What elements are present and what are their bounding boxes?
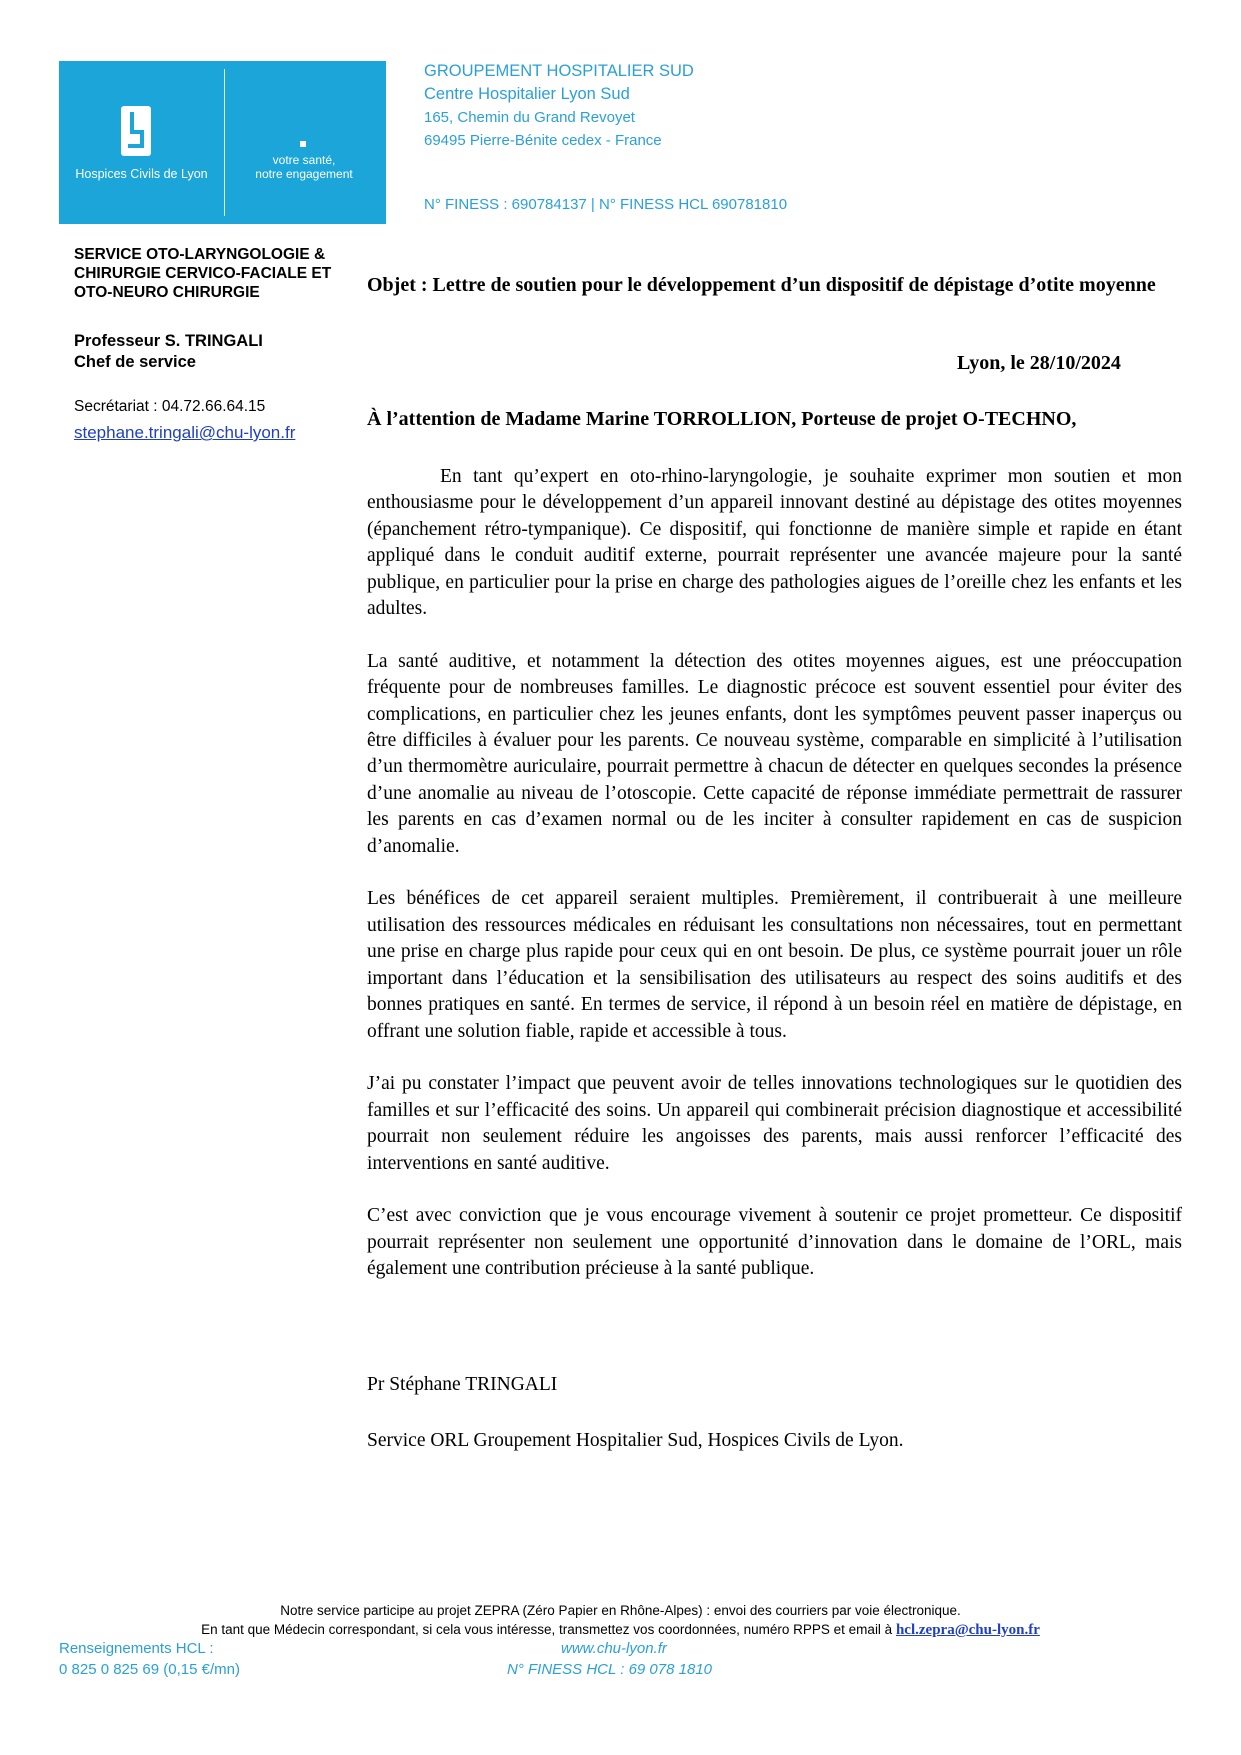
footer-correspondent-text: En tant que Médecin correspondant, si cela vous intéresse, transmettez vos coordonnées, numéro RPPS et email à: [201, 1622, 893, 1637]
logo-name: Hospices Civils de Lyon: [75, 167, 208, 181]
footer-info-label: Renseignements HCL :: [59, 1640, 214, 1657]
professor-email-link[interactable]: stephane.tringali@chu-lyon.fr: [74, 423, 296, 442]
letter-date: Lyon, le 28/10/2024: [957, 352, 1121, 374]
logo-tagline-line-1: votre santé,: [272, 153, 336, 167]
hospital-street: 165, Chemin du Grand Revoyet: [424, 109, 635, 126]
service-line-3: OTO-NEURO CHIRURGIE: [74, 284, 260, 301]
signature-name: Pr Stéphane TRINGALI: [367, 1374, 558, 1395]
letter-paragraph: C’est avec conviction que je vous encourage vivement à soutenir ce projet prometteur. Ce dispositif pourrait représenter non seulement une opportunité d’innovation dans le domaine de l’ORL, mais également une contribution précieuse à la santé publique.: [367, 1205, 1182, 1280]
hospital-finess: N° FINESS : 690784137 | N° FINESS HCL 690781810: [424, 196, 788, 213]
letter-paragraph: J’ai pu constater l’impact que peuvent avoir de telles innovations technologiques sur le quotidien des familles et sur l’efficacité des soins. Un appareil qui combinerait précision diagnostique et accessibilité pourrait non seulement réduire les angoisses des parents, mais aussi renforcer l’efficacité des interventions en santé auditive.: [367, 1073, 1182, 1174]
logo-tagline-line-2: notre engagement: [255, 167, 353, 181]
letter-subject: Objet : Lettre de soutien pour le développement d’un dispositif de dépistage d’otite moyenne: [367, 274, 1156, 296]
letter-body: [367, 464, 1182, 1309]
logo-tagline: [244, 153, 364, 181]
professor-name: Professeur S. TRINGALI: [74, 332, 263, 350]
footer-correspondent-note: [0, 1622, 1241, 1639]
professor-role: Chef de service: [74, 353, 196, 371]
footer-website-link[interactable]: www.chu-lyon.fr: [561, 1640, 667, 1657]
letter-paragraph: La santé auditive, et notamment la détection des otites moyennes aigues, est une préoccupation fréquente pour de nombreuses familles. Le diagnostic précoce est souvent essentiel pour éviter des complications, en particulier chez les jeunes enfants, dont les symptômes peuvent passer inaperçus ou être difficiles à évaluer pour les parents. Ce nouveau système, comparable en simplicité à l’utilisation d’un thermomètre auriculaire, pourrait permettre à chacun de détecter en quelques secondes la présence d’une anomalie au niveau de l’otoscopie. Cette capacité de réponse immédiate permettrait de rassurer les parents en cas d’examen normal ou de les inciter à consulter rapidement en cas de suspicion d’anomalie.: [367, 650, 1182, 857]
hcl-monogram-icon: [121, 106, 151, 156]
footer-info-phone: 0 825 0 825 69 (0,15 €/mn): [59, 1661, 240, 1678]
hospital-address: [424, 60, 694, 152]
service-name: [74, 245, 331, 302]
logo-divider: [224, 69, 225, 216]
service-line-2: CHIRURGIE CERVICO-FACIALE ET: [74, 265, 332, 282]
footer-finess-hcl: N° FINESS HCL : 69 078 1810: [507, 1661, 712, 1678]
hospital-city: 69495 Pierre-Bénite cedex - France: [424, 132, 662, 149]
hospital-group: GROUPEMENT HOSPITALIER SUD: [424, 62, 694, 80]
professor-block: [74, 331, 263, 373]
logo-dot: [300, 141, 306, 147]
service-line-1: SERVICE OTO-LARYNGOLOGIE &: [74, 246, 326, 263]
hcl-logo: [59, 61, 386, 224]
footer-zepra-note: Notre service participe au projet ZEPRA (Zéro Papier en Rhône-Alpes) : envoi des courriers par voie électronique.: [280, 1603, 961, 1618]
letter-paragraph: Les bénéfices de cet appareil seraient multiples. Premièrement, il contribuerait à une meilleure utilisation des ressources médicales en réduisant les consultations non nécessaires, tout en permettant une prise en charge plus rapide pour ceux qui en ont besoin. De plus, ce système pourrait jouer un rôle important dans l’éducation et la sensibilisation des utilisateurs au respect des soins auditifs et des bonnes pratiques en santé. En termes de service, il répond à un besoin réel en matière de dépistage, en offrant une solution fiable, rapide et accessible à tous.: [367, 888, 1182, 1042]
letter-paragraph: En tant qu’expert en oto-rhino-laryngologie, je souhaite exprimer mon soutien et mon enthousiasme pour le développement d’un appareil innovant destiné au dépistage des otites moyennes (épanchement rétro-tympanique). Ce dispositif, qui fonctionne de manière simple et rapide en étant appliqué dans le conduit auditif externe, pourrait représenter une avancée majeure pour la santé publique, en particulier pour la prise en charge des pathologies aigues de l’oreille chez les enfants et les adultes.: [367, 466, 1182, 620]
secretariat-phone: Secrétariat : 04.72.66.64.15: [74, 398, 266, 415]
hospital-center: Centre Hospitalier Lyon Sud: [424, 85, 630, 103]
letter-addressee: À l’attention de Madame Marine TORROLLION, Porteuse de projet O-TECHNO,: [367, 408, 1077, 430]
zepra-email-link[interactable]: hcl.zepra@chu-lyon.fr: [895, 1622, 1040, 1638]
signature-organization: Service ORL Groupement Hospitalier Sud, Hospices Civils de Lyon.: [367, 1430, 904, 1451]
